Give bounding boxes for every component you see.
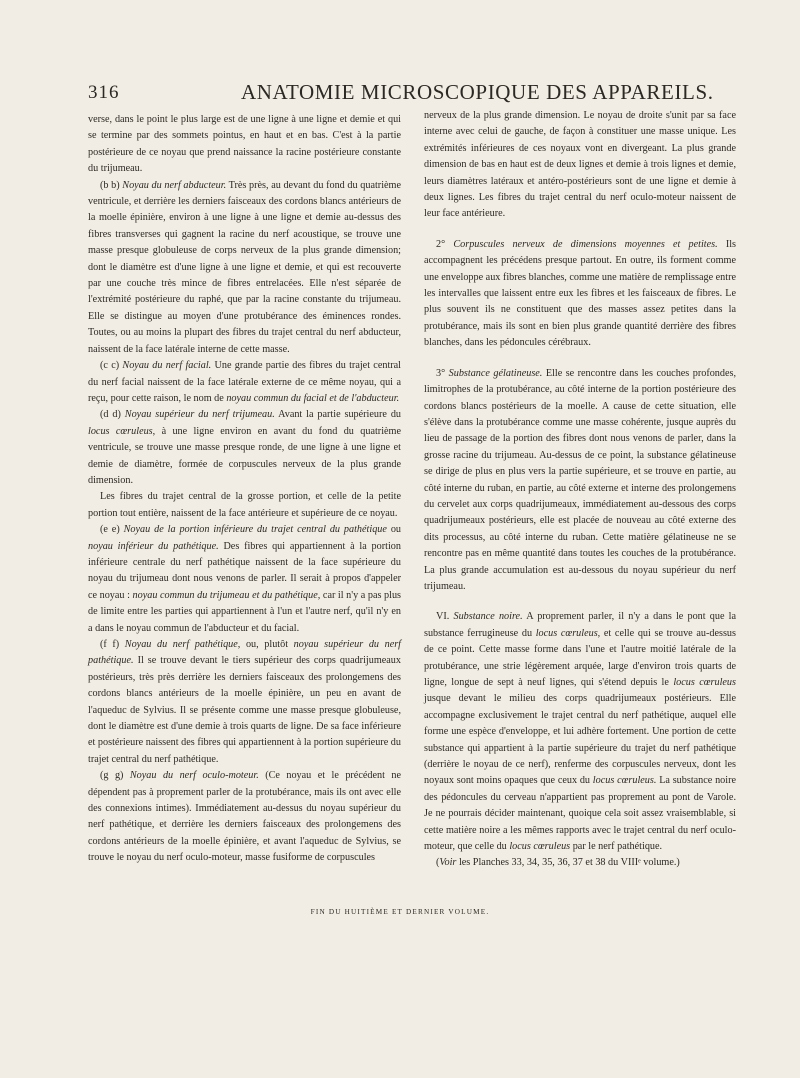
paragraph-substance-noire bbox=[424, 609, 736, 855]
plates-reference bbox=[424, 855, 736, 871]
italic-heading: Noyau du nerf pathétique, bbox=[124, 639, 241, 650]
colophon: FIN DU HUITIÈME ET DERNIER VOLUME. bbox=[310, 908, 490, 916]
italic-term: noyau commun du facial et de l'abducteur. bbox=[226, 392, 400, 404]
paragraph: Les fibres du trajet central de la grosse portion, et celle de la petite portion tout entière, naissent de la face antérieure et supérieure de ce noyau. bbox=[88, 491, 401, 519]
italic-term: Voir bbox=[439, 857, 457, 869]
item-label: (d d) bbox=[100, 409, 121, 421]
item-label: (c c) bbox=[100, 360, 120, 372]
paragraph-corpuscules bbox=[424, 237, 736, 352]
paragraph-text: Une grande partie des fibres du trajet central du nerf facial naissent de la face latérale externe de ce même noyau, qui a reçu, pour cette raison, le nom de bbox=[88, 360, 402, 404]
paragraph-text: par le nerf pathétique. bbox=[572, 841, 663, 853]
paragraph-text: La substance noire des pédoncules du cerveau n'appartient pas proprement au pont de Varole. Je ne pourrais décider maintenant, quoique cela soit assez vraisemblable, si cette matière noire a les mêmes rapports avec le trajet central du nerf oculo-moteur, que celle du bbox=[424, 775, 737, 853]
italic-term: noyau inférieur du pathétique. bbox=[88, 540, 219, 552]
left-column bbox=[88, 112, 401, 867]
italic-term: noyau commun du trijumeau et du pathétique, bbox=[132, 589, 321, 601]
italic-term: locus cœruleus bbox=[88, 425, 153, 437]
italic-heading: Noyau de la portion inférieure du trajet central du pathétique bbox=[123, 524, 387, 536]
paragraph-text: Il se trouve devant le tiers supérieur des corps quadrijumeaux postérieurs, très près derrière les derniers faisceaux des prolongemens des cordons blancs antérieurs de la moelle épinière, un peu en avant de l'aqueduc de Sylvius. Il se présente comme une masse presque globuleuse, dont le diamètre est d'une demie à trois quarts de ligne. De sa face inférieure et postérieure naissent des fibres qui appartiennent à la portion supérieure du trajet central du nerf pathétique. bbox=[88, 655, 401, 765]
open-paren: ( bbox=[436, 857, 440, 869]
italic-heading: Noyau du nerf abducteur. bbox=[122, 179, 227, 191]
paragraph-text: (Ce noyau et le précédent ne dépendent pas à proprement parler de la protubérance, mais ils ont avec elle des connexions intimes). Immédiatement au-dessus du noyau supérieur du nerf pathétique, et derrière les derniers faisceaux des prolongemens des cordons antérieurs de la moelle épinière, et avant l'aqueduc de Sylvius, se trouve le noyau du nerf oculo-moteur, masse fusiforme de corpuscules bbox=[88, 770, 401, 864]
paragraph-text: Très près, au devant du fond du quatrième ventricule, et derrière les derniers faisceaux des cordons blancs antérieurs de la moelle épinière, environ à une ligne à une ligne et demie au-dessus des fibres transverses qui gagnent la racine du nerf acoustique, se trouve une masse presque globuleuse de corps nerveux de la plus grande dimension; dont le diamètre est d'une ligne à une ligne et demie, et qui est recouverte par une couche très mince de fibres entrelacées. Elle n'est séparée de l'extrémité postérieure du raphé, que par la racine constante du trijumeau. Elle se distingue au moyen d'une protubérance des éminences rondes. Toutes, ou au moins la plupart des fibres du trajet central du nerf abducteur, naissent de la face latérale interne de cette masse. bbox=[88, 179, 401, 355]
paragraph-text: A proprement parler, il n'y a dans le pont que la substance ferrugineuse du bbox=[424, 611, 736, 639]
italic-heading: Corpuscules nerveux de dimensions moyennes et petites. bbox=[453, 238, 718, 250]
italic-term: noyau supérieur du nerf pathétique. bbox=[88, 639, 402, 667]
paragraph-text: ou bbox=[390, 524, 402, 536]
italic-term: locus cœruleus, bbox=[535, 627, 601, 639]
item-label: (e e) bbox=[100, 524, 120, 536]
italic-term: locus cœruleus bbox=[509, 841, 571, 853]
italic-heading: Substance noire. bbox=[453, 611, 523, 623]
italic-heading: Noyau supérieur du nerf trijumeau. bbox=[124, 409, 275, 421]
item-label: 3° bbox=[436, 367, 446, 379]
italic-term: locus cœruleus. bbox=[592, 775, 657, 787]
paragraph-pathetique bbox=[88, 637, 401, 768]
paragraph: verse, dans le point le plus large est de une ligne à une ligne et demie et qui se termine par des sommets pointus, en haut et en bas. C'est à la partie postérieure de ce noyau que prend naissance la racine postérieure constante du trijumeau. bbox=[88, 114, 401, 175]
paragraph-text: Avant la partie supérieure du bbox=[278, 409, 402, 421]
page-number: 316 bbox=[88, 82, 120, 103]
running-title: ANATOMIE MICROSCOPIQUE DES APPAREILS. bbox=[241, 80, 714, 104]
italic-heading: Noyau du nerf facial. bbox=[122, 360, 212, 372]
paragraph-text: Ils accompagnent les précédens presque partout. En outre, ils forment comme une enveloppe aux fibres blanches, comme une matière de remplissage entre les intervalles que laissent entre eux les fibres et les faisceaux de fibres. Le plus souvent ils ne constituent que des masses assez petites dans la protubérance, mais ils sont en bien plus grande quantité derrière des fibres blanches, dans les pédoncules cérébraux. bbox=[424, 238, 737, 349]
paragraph: nerveux de la plus grande dimension. Le noyau de droite s'unit par sa face interne avec celui de gauche, de façon à constituer une masse unique. Les extrémités inférieures de ces noyaux vont en divergeant. La plus grande dimension de bas en haut est de deux lignes et demie à trois lignes et demie, leurs diamètres latéraux et antéro-postérieurs sont de une ligne et demie à deux lignes. Les fibres du trajet central du nerf oculo-moteur naissent de leur face antérieure. bbox=[424, 110, 736, 220]
right-column bbox=[424, 108, 736, 872]
paragraph-trijumeau bbox=[88, 407, 401, 489]
item-label: 2° bbox=[436, 238, 446, 250]
item-label: (g g) bbox=[100, 770, 124, 782]
paragraph-text: car il n'y a pas plus de limite entre les parties qui appartiennent à l'un et l'autre nerf, qu'il n'y en a dans le noyau commun de l'abducteur et du facial. bbox=[88, 589, 402, 634]
item-label: (f f) bbox=[100, 639, 120, 650]
page-header bbox=[88, 80, 800, 110]
paragraph-substance-gelatineuse bbox=[424, 366, 736, 596]
item-label: (b b) bbox=[100, 179, 120, 191]
italic-heading: Substance gélatineuse. bbox=[448, 367, 543, 379]
paragraph-text: ou, plutôt bbox=[245, 639, 289, 650]
paragraph-nerf-abducteur bbox=[88, 178, 401, 358]
paragraph-text: , à une ligne environ en avant du fond du quatrième ventricule, se trouve une masse presque ronde, de une ligne à une ligne et demie de diamètre, formée de corpuscules nerveux de la plus grande dimension. bbox=[88, 425, 401, 486]
paragraph-text: jusque devant le milieu des corps quadrijumeaux postérieurs. Elle accompagne exclusivement le trajet central du nerf pathétique, auquel elle forme une espèce d'enveloppe, et lui adhère fortement. Une portion de cette substance qui appartient à la partie supérieure du trajet du nerf pathétique (derrière le noyau de ce nerf), renferme des corpuscules nerveux, dont les noyaux sont moins opaques que ceux du bbox=[424, 693, 736, 787]
paragraph-nerf-facial bbox=[88, 358, 401, 407]
paragraph-oculo-moteur bbox=[88, 768, 401, 866]
item-label: VI. bbox=[436, 611, 450, 623]
paragraph-text: Elle se rencontre dans les couches profondes, limitrophes de la protubérance, au côté interne de la portion postérieure des cordons blancs postérieurs de la moelle. A cause de cette situation, elle s'élève dans la protubérance comme une masse cohérente, jusque auprès du lieu de passage de la portion des fibres dont nous venons de parler, dans la grosse racine du trijumeau. Au-dessus de ce point, la substance gélatineuse se dirige de plus en plus vers la partie supérieure, et se trouve en partie, au côté interne du ruban, en partie, au côté externe et interne des prolongemens du cervelet aux corps quadrijumeaux, immédiatement au-dessous des corps quadrijumeaux postérieurs, elle est placée de nouveau au côté externe des dits processus, au côté interne du ruban. Cette matière gélatineuse ne se rencontre pas en même quantité dans toutes les couches de la protubérance. La plus grande accumulation est au-dessous du noyau supérieur du nerf trijumeau. bbox=[424, 367, 737, 592]
paragraph-text: Des fibres qui appartiennent à la portion inférieure centrale du nerf pathétique naissent de la face supérieure du noyau du trijumeau dont nous venons de parler. Il serait à propos d'appeler ce noyau : bbox=[88, 540, 401, 601]
paragraph-pathetique-inferieur bbox=[88, 522, 401, 637]
paragraph-text: et celle qui se trouve au-dessus de ce point. Cette masse forme dans l'une et l'autre moitié latérale de la protubérance, une strie légèrement arquée, large d'environ trois quarts de ligne, longue de sept à neuf lignes, qui s'étend depuis le bbox=[424, 627, 736, 688]
italic-term: locus cœruleus bbox=[673, 677, 736, 688]
italic-heading: Noyau du nerf oculo-moteur. bbox=[129, 770, 259, 782]
paragraph-text: les Planches 33, 34, 35, 36, 37 et 38 du VIIIᵉ volume.) bbox=[458, 857, 680, 869]
